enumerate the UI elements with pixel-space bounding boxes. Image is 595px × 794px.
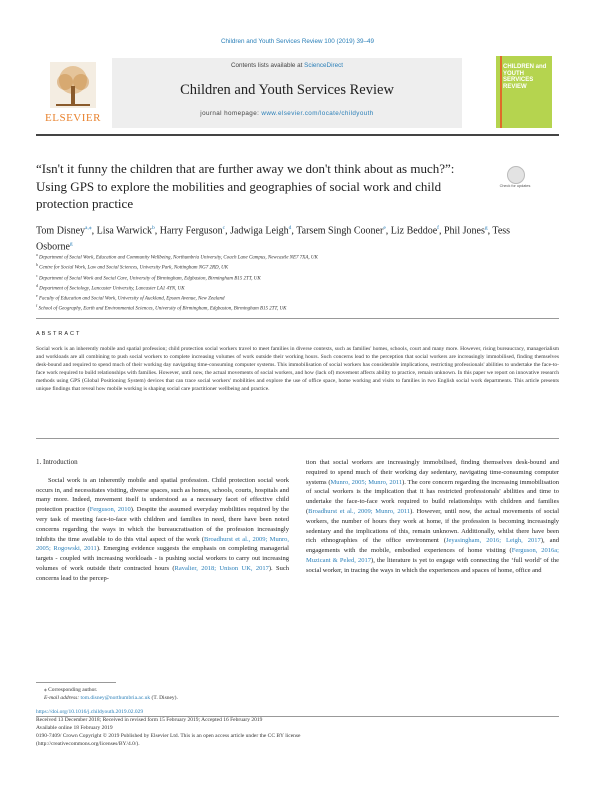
author-separator: , [91,225,97,237]
affiliation-list [36,252,556,314]
author-name[interactable]: Tess Osborne [36,225,511,253]
author-separator: , [225,225,231,237]
citation-link[interactable]: Munro, 2005; Munro, 2011 [330,478,403,486]
corresponding-author-footnote [44,686,344,702]
body-column-right [306,458,559,576]
footnote-email-label: E-mail address: [44,695,81,701]
body-text: ). Emerging evidence suggests the emphasis on completing managerial targets - coupled with increasing workloads - is pushing social workers to carry out increasing volumes of work outside their contracted hours ( [36,545,289,572]
affiliation-item [36,303,556,313]
intro-paragraph-left [36,476,289,584]
homepage-prefix: journal homepage: [200,110,262,117]
author-name[interactable]: Phil Jones [444,225,485,237]
author-affiliation-marker[interactable]: g [69,240,73,247]
citation-link[interactable]: Ferguson, 2016a; Muzicant & Peled, 2017 [306,547,559,564]
affiliation-marker: f [36,304,38,309]
body-text: ). However, until now, the actual movements of social workers, the number of hours they work at home, if the profession is becoming increasingly sedentary and the implications of this, remain unknown. Additionally, whilst there have been rich ethnographies of the office environment ( [306,507,560,545]
sciencedirect-link[interactable]: ScienceDirect [304,62,343,69]
footnote-email-line [44,694,344,702]
author-affiliation-marker[interactable]: f [437,225,439,231]
footnote-email-suffix: (T. Disney). [150,695,178,701]
abstract-heading: ABSTRACT [36,331,82,337]
affiliation-item [36,252,556,262]
body-text: ), the literature is yet to engage with connecting the ‘full world’ of the social worker, in tracing the ways in which the experiences and spaces of home, office and [306,556,559,574]
journal-homepage-line [112,110,462,117]
license-line: 0190-7409/ Crown Copyright © 2019 Published by Elsevier Ltd. This is an open access article under the CC BY license [36,733,301,739]
affiliation-text: Department of Social Work, Education and Community Wellbeing, Northumbria University, Coach Lane Campus, Newcastle NE7 7XA, UK [37,255,318,261]
section-heading-introduction: 1. Introduction [36,458,78,466]
affiliation-marker: a [36,253,38,257]
abstract-divider-top [36,318,559,319]
elsevier-tree-icon [50,62,96,108]
author-affiliation-marker[interactable]: c [222,225,226,231]
author-email-link[interactable]: tom.disney@northumbria.ac.uk [80,695,151,701]
author-separator: , [154,225,160,237]
journal-title: Children and Youth Services Review [180,82,394,98]
footnote-divider [36,682,116,683]
body-text: ). Such concerns lead to the percep- [36,564,290,582]
contents-prefix: Contents lists available at [230,62,305,69]
intro-paragraph-right [306,458,559,576]
author-name[interactable]: Tom Disney [36,225,86,237]
affiliation-text: School of Geography, Earth and Environmental Sciences, University of Birmingham, Edgbaston, Birmingham B15 2TT, UK [37,306,287,312]
elsevier-logo [36,58,110,124]
body-column-left [36,458,289,584]
author-separator: , [487,225,493,237]
affiliation-item [36,273,556,283]
author-affiliation-marker[interactable]: e [383,225,386,231]
author-list [36,222,516,254]
header-divider [36,134,559,136]
author-affiliation-marker[interactable]: d [288,225,292,231]
author-name[interactable]: Lisa Warwick [96,225,152,237]
affiliation-text: Department of Social Work and Social Care, University of Birmingham, Edgbaston, Birmingham B15 2TT, UK [37,276,261,282]
publisher-name: ELSEVIER [45,112,101,124]
abstract-divider-bottom [36,438,559,439]
cover-title: CHILDREN and YOUTH SERVICES REVIEW [503,64,547,90]
contents-line [112,62,462,69]
author-affiliation-marker[interactable]: b [152,225,155,231]
body-text: Social work is an inherently mobile and spatial profession. Child protection social work occurs in, and necessitates visiting, diverse spaces, such as homes, schools, courts, hospitals and many more. Indeed, movement itself is understood as a necessary facet of effective child protection practice ( [36,476,289,514]
crossmark-icon [507,166,525,184]
affiliation-item [36,293,556,303]
online-date: Available online 18 February 2019 [36,725,113,731]
cover-strip [500,56,502,128]
affiliation-text: Centre for Social Work, Law and Social Sciences, University Park, Nottingham NG7 2RD, UK [37,265,229,271]
journal-citation[interactable]: Children and Youth Services Review 100 (2019) 39–49 [221,38,374,45]
affiliation-marker: d [36,283,38,288]
crossmark-badge[interactable] [499,166,531,194]
article-title: “Isn't it funny the children that are further away we don't think about as much?”: Using GPS to explore the mobilities and geographies of social work and child protection practice [36,161,455,211]
footnote-marker: ⁎ [44,687,47,693]
affiliation-marker: b [36,263,38,268]
author-name[interactable]: Harry Ferguson [159,225,223,237]
doi-link[interactable]: https://doi.org/10.1016/j.childyouth.2019.02.029 [36,709,144,715]
crossmark-label: Check for updates [499,184,531,188]
publication-dates: Received 13 December 2018; Received in revised form 15 February 2019; Accepted 16 February 2019 [36,717,263,723]
author-name[interactable]: Liz Beddoe [390,225,438,237]
citation-link[interactable]: Jeyasingham, 2016; Leigh, 2017 [446,537,541,545]
publication-info [36,708,559,748]
author-affiliation-marker[interactable]: a,⁎ [85,225,92,231]
footnote-corresponding [44,686,344,694]
body-text: tion that social workers are increasingly immobilised, finding themselves desk-bound and required to spend much of their working day sedentary, navigating time-consuming computer systems ( [306,459,559,486]
author-name[interactable]: Jadwiga Leigh [230,225,289,237]
journal-masthead [112,58,462,128]
affiliation-marker: c [36,273,38,278]
body-text: ). Despite the assumed everyday mobilities required by the very task of meeting face-to-face with children and families in need, there have been noted concerns regarding the ways in which the bureaucratisation of the profession increasingly inhibits the time available to do this vital aspect of the work ( [36,506,289,543]
abstract-text: Social work is an inherently mobile and spatial profession; child protection social workers travel to meet families in diverse contexts, such as families' homes, schools, court and many more. However, rising bureaucracy, managerialism and workloads are all combining to push social workers to complete increasing volumes of work outside their working hours. Such concerns lead to the perception that social workers are increasingly immobilised, finding themselves desk-bound and required to spend much of their working day navigating time-consuming computer systems. This immobilisation of social workers has considerable implications, restricting professionals' abilities to undertake the face-to-face work required to build relationships with families. However, until now, the actual movements of social workers, and how (lack of) movement affects ability to practice, remain unknown. In this paper we report on innovative research methods using GPS (Global Positioning System) devices that can trace social workers' mobilities and explore the use of office space, home working and visits to families in two English social work departments. This article presents unique findings that reveal how mobile working is shaping social care practitioner wellbeing and practice. [36,346,559,392]
license-url[interactable]: (http://creativecommons.org/licenses/BY/4.0/). [36,741,140,747]
journal-cover-thumbnail [496,56,552,128]
affiliation-item [36,262,556,272]
author-name[interactable]: Tarsem Singh Cooner [296,225,384,237]
affiliation-text: Department of Sociology, Lancaster University, Lancaster LA1 4YN, UK [37,286,185,292]
doi-divider [36,716,559,717]
footnote-corresponding-text: Corresponding author. [48,687,98,693]
author-separator: , [439,225,444,237]
body-text: ), and engagements with the mobile, embodied experiences of home visiting ( [306,537,559,555]
body-text: ). The core concern regarding the increasing immobilisation of social workers is the implication that it has restricted professionals' abilities and time to undertake the face-to-face work required to build relationships with children and families ( [306,478,559,515]
citation-link[interactable]: Broadhurst et al., 2009; Munro, 2011 [308,507,411,515]
author-affiliation-marker[interactable]: g [484,225,488,231]
citation-link[interactable]: Broadhurst et al., 2009; Munro, 2005; Rogowski, 2011 [36,535,289,553]
citation-link[interactable]: Ravalier, 2018; Unison UK, 2017 [174,564,269,572]
author-separator: , [291,225,297,237]
affiliation-item [36,283,556,293]
citation-link[interactable]: Ferguson, 2010 [89,506,131,514]
affiliation-text: Faculty of Education and Social Work, University of Auckland, Epsom Avenue, New Zealand [37,296,225,302]
author-separator: , [385,225,391,237]
journal-homepage-link[interactable]: www.elsevier.com/locate/childyouth [261,110,374,117]
affiliation-marker: e [36,294,38,298]
